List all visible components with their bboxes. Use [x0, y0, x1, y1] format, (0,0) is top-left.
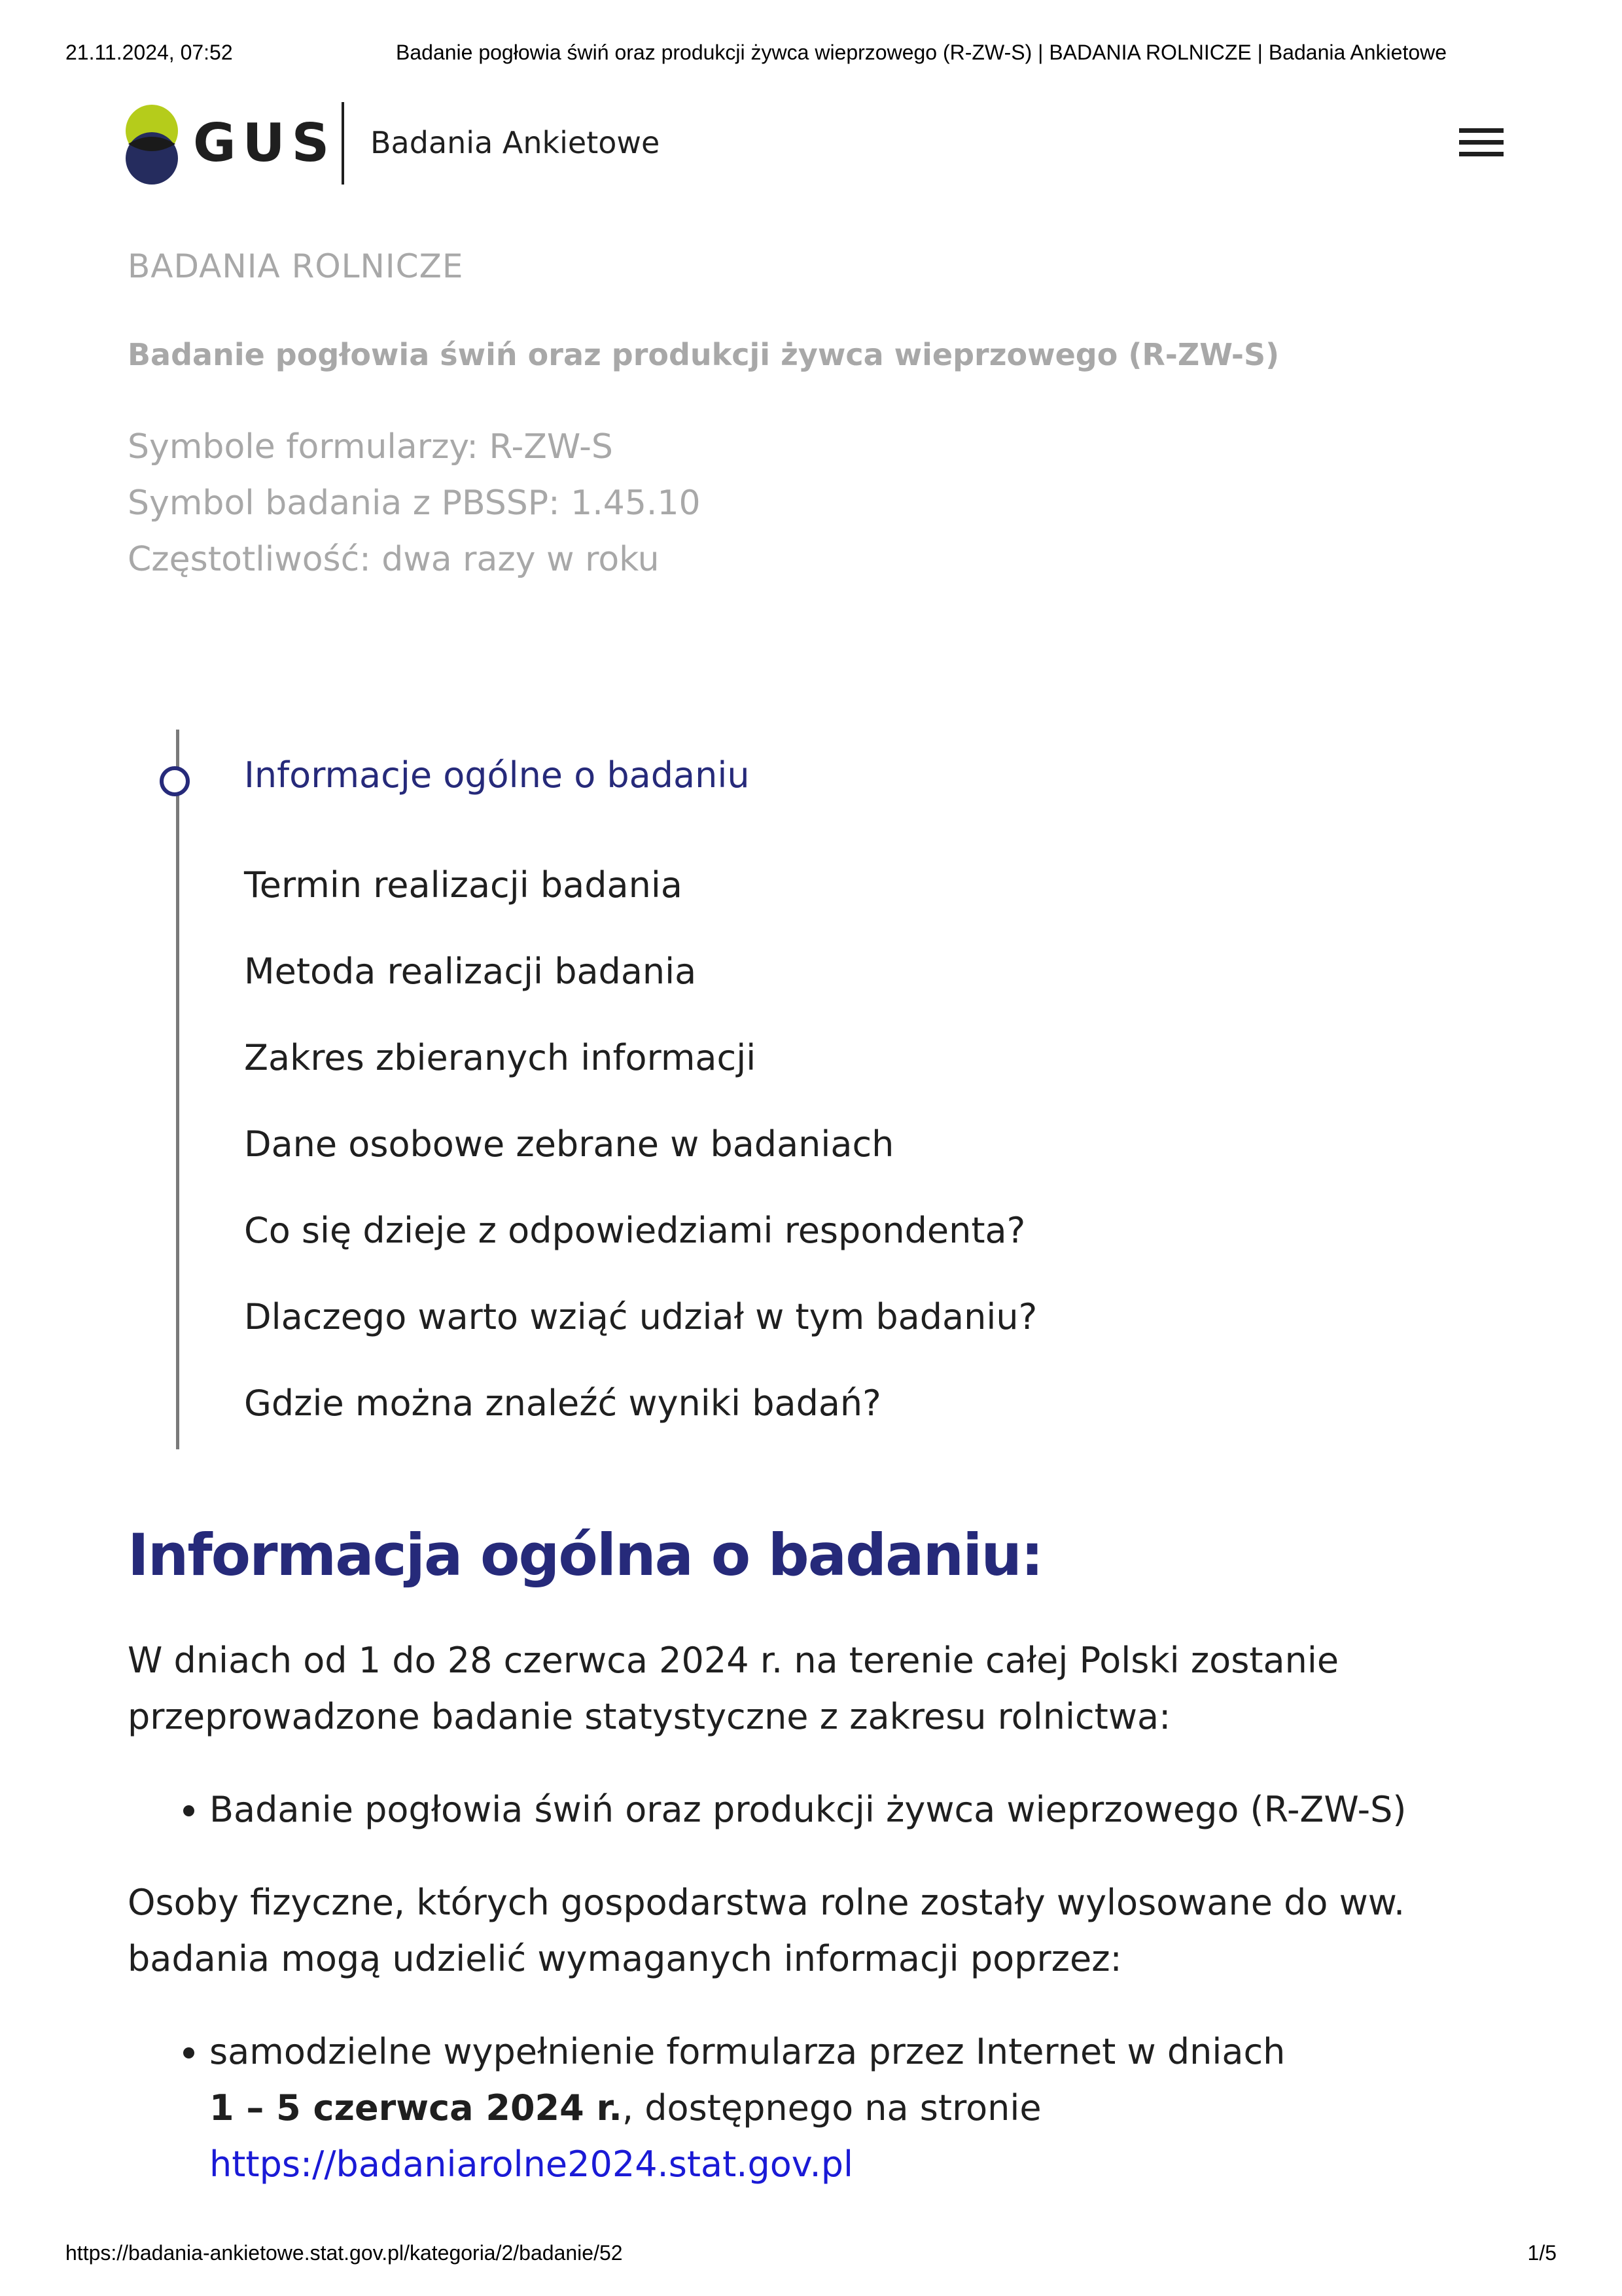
site-name[interactable]: Badania Ankietowe: [370, 125, 660, 160]
pbssp-symbol: Symbol badania z PBSSP: 1.45.10: [128, 484, 701, 523]
toc-item-method[interactable]: Metoda realizacji badania: [244, 951, 697, 992]
print-document-title: Badanie pogłowia świń oraz produkcji żywca wieprzowego (R-ZW-S) | BADANIA ROLNICZE | Badania Ankietowe: [396, 41, 1447, 64]
print-datetime: 21.11.2024, 07:52: [65, 41, 233, 64]
toc-item-general-info[interactable]: Informacje ogólne o badaniu: [244, 754, 750, 796]
hamburger-menu-icon[interactable]: [1458, 124, 1505, 161]
toc-active-marker-icon: [160, 766, 190, 796]
survey-portal-link[interactable]: https://badaniarolne2024.stat.gov.pl: [209, 2144, 853, 2185]
respondents-paragraph: Osoby fizyczne, których gospodarstwa rolne zostały wylosowane do ww. badania mogą udzielić wymaganych informacji poprzez:: [128, 1882, 1405, 1979]
toc-item-schedule[interactable]: Termin realizacji badania: [244, 864, 682, 906]
logo-divider: [342, 102, 344, 185]
toc-item-scope[interactable]: Zakres zbieranych informacji: [244, 1037, 756, 1078]
print-page-number: 1/5: [1527, 2241, 1557, 2265]
methods-list: [128, 2024, 1515, 2193]
section-heading: Informacja ogólna o badaniu:: [128, 1521, 1043, 1589]
survey-meta: [128, 419, 701, 588]
survey-title: Badanie pogłowia świń oraz produkcji żywca wieprzowego (R-ZW-S): [128, 337, 1280, 372]
form-symbols: Symbole formularzy: R-ZW-S: [128, 427, 613, 467]
toc-item-why-participate[interactable]: Dlaczego warto wziąć udział w tym badaniu?: [244, 1296, 1038, 1337]
site-header: [124, 98, 1505, 190]
table-of-contents: [157, 730, 1269, 1449]
survey-list: [128, 1782, 1515, 1838]
method-suffix: , dostępnego na stronie: [622, 2087, 1042, 2128]
breadcrumb-category: BADANIA ROLNICZE: [128, 247, 464, 285]
list-item: • Badanie pogłowia świń oraz produkcji żywca wieprzowego (R-ZW-S): [209, 1782, 1515, 1838]
intro-paragraph: W dniach od 1 do 28 czerwca 2024 r. na terenie całej Polski zostanie przeprowadzone badanie statystyczne z zakresu rolnictwa:: [128, 1640, 1339, 1737]
toc-timeline: [176, 730, 179, 1449]
method-text: samodzielne wypełnienie formularza przez Internet w dniach: [209, 2031, 1286, 2072]
gus-logo-icon[interactable]: [124, 103, 179, 186]
method-dates: 1 – 5 czerwca 2024 r.: [209, 2087, 622, 2128]
print-header: [65, 41, 1557, 73]
survey-frequency: Częstotliwość: dwa razy w roku: [128, 540, 660, 579]
toc-list: [244, 756, 1037, 1447]
section-content: [128, 1633, 1515, 2193]
logo-text[interactable]: GUS: [193, 113, 336, 173]
toc-item-results[interactable]: Gdzie można znaleźć wyniki badań?: [244, 1383, 881, 1424]
toc-item-personal-data[interactable]: Dane osobowe zebrane w badaniach: [244, 1123, 894, 1165]
print-page-url: https://badania-ankietowe.stat.gov.pl/kategoria/2/badanie/52: [65, 2241, 623, 2265]
list-item: [209, 2024, 1515, 2193]
toc-item-answers[interactable]: Co się dzieje z odpowiedziami respondenta?: [244, 1210, 1026, 1251]
